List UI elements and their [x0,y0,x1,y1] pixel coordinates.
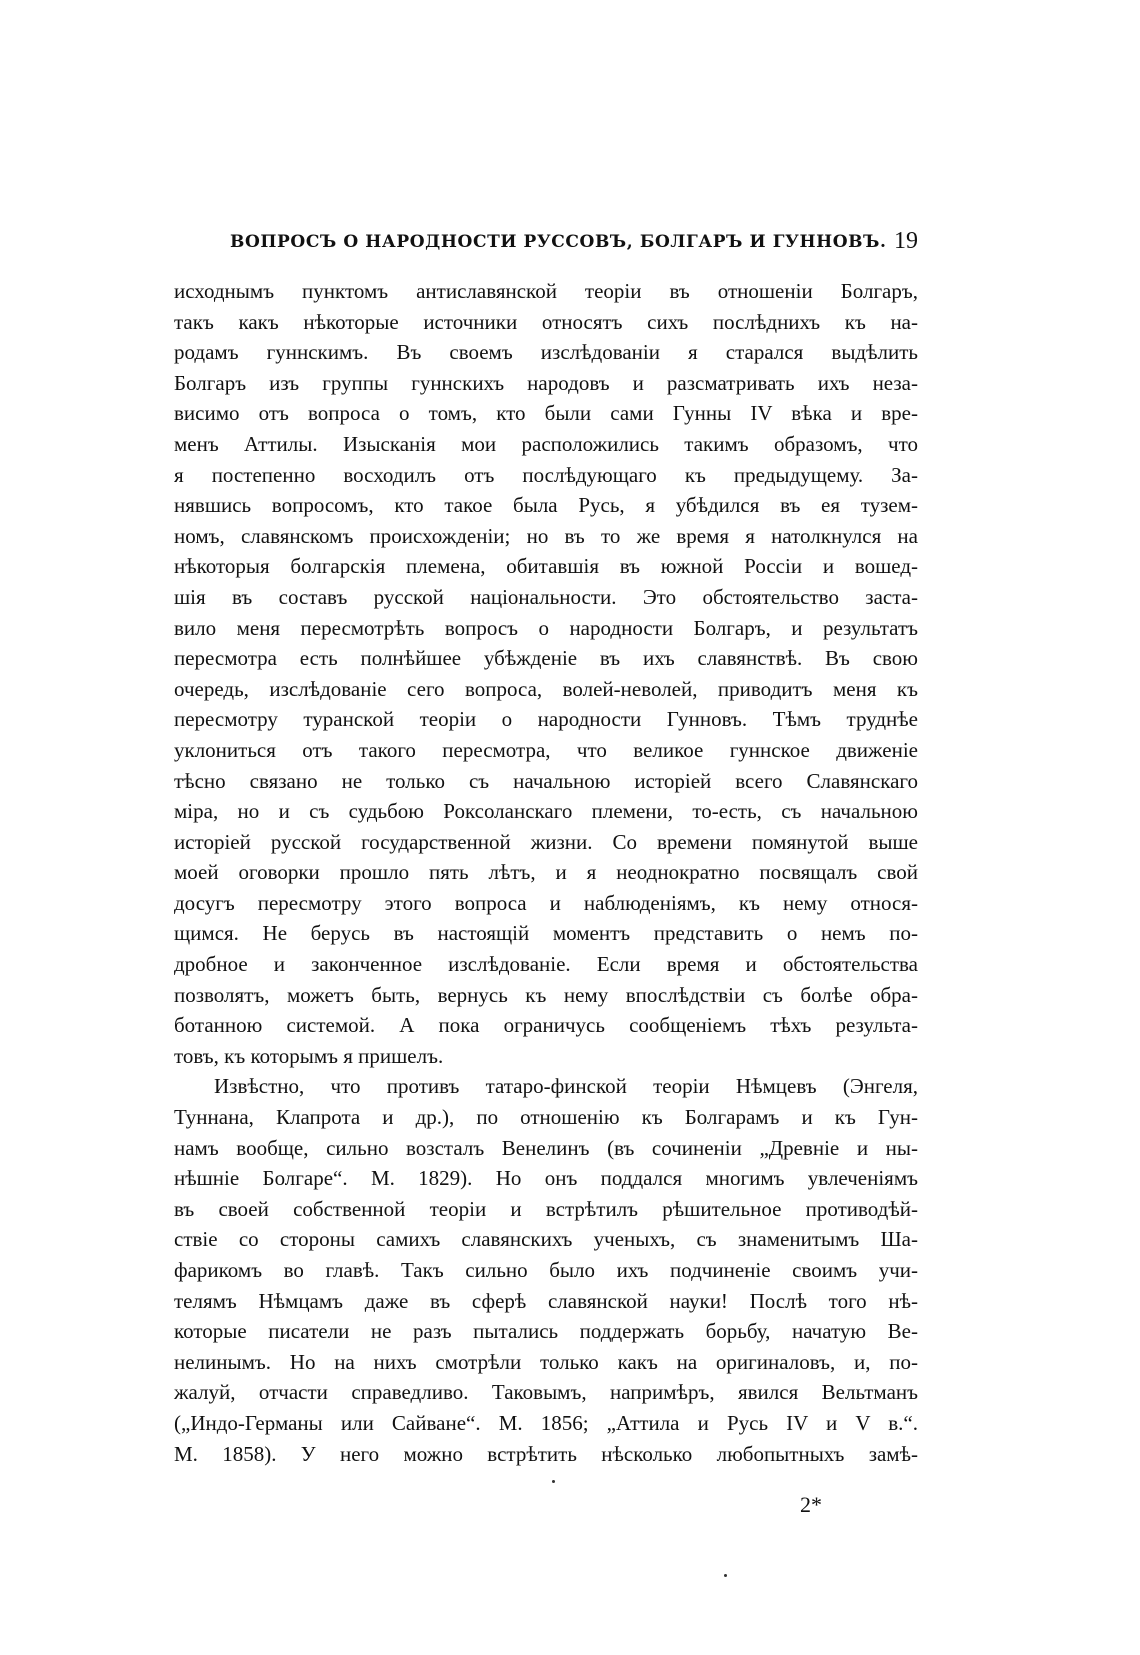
text-line: такъ какъ нѣкоторые источники относятъ сихъ послѣднихъ къ на- [174,309,918,334]
text-line: менъ Аттилы. Изысканія мои расположились такимъ образомъ, что [174,431,918,456]
text-line: міра, но и съ судьбою Роксоланскаго племени, то-есть, съ начальною [174,799,918,824]
text-line: намъ вообще, сильно возсталъ Венелинъ (въ сочиненіи „Древніе и ны- [174,1135,918,1160]
text-line: исходнымъ пунктомъ антиславянской теоріи въ отношеніи Болгаръ, [174,279,918,303]
text-line: тѣсно связано не только съ начальною исторіей всего Славянскаго [174,768,918,793]
text-line: родамъ гуннскимъ. Въ своемъ изслѣдованіи я старался выдѣлить [174,340,918,365]
text-line: въ своей собственной теоріи и встрѣтилъ рѣшительное противодѣй- [174,1196,918,1221]
text-line: досугъ пересмотру этого вопроса и наблюденіямъ, къ нему относя- [174,890,918,915]
text-line: ботанною системой. А пока ограничусь сообщеніемъ тѣхъ результа- [174,1013,918,1038]
text-line: висимо отъ вопроса о томъ, кто были сами Гунны IV вѣка и вре- [174,401,918,426]
text-line: шія въ составъ русской національности. Это обстоятельство заста- [174,584,918,609]
text-line: товъ, къ которымъ я пришелъ. [174,1043,444,1068]
text-line: дробное и законченное изслѣдованіе. Если время и обстоятельства [174,952,918,977]
signature-mark: 2* [800,1492,822,1517]
text-line: жалуй, отчасти справедливо. Таковымъ, напримѣръ, явился Вельтманъ [174,1380,918,1405]
text-line: которые писатели не разъ пытались поддержать борьбу, начатую Ве- [174,1319,918,1344]
text-line: я постепенно восходилъ отъ послѣдующаго къ предыдущему. За- [174,462,918,487]
text-line: фарикомъ во главѣ. Такъ сильно было ихъ подчиненіе своимъ учи- [174,1258,918,1282]
text-line: („Индо-Германы или Сайване“. М. 1856; „Аттила и Русь IV и V в.“. [174,1410,918,1435]
text-line: уклониться отъ такого пересмотра, что великое гуннское движеніе [174,737,918,762]
text-line: щимся. Не берусь въ настоящій моментъ представить о немъ по- [174,921,918,946]
body-text [174,276,918,1469]
text-line: Извѣстно, что противъ татаро-финской теоріи Нѣмцевъ (Энгеля, [214,1074,918,1099]
text-line: Болгаръ изъ группы гуннскихъ народовъ и разсматривать ихъ неза- [174,370,918,395]
text-line: пересмотру туранской теоріи о народности Гунновъ. Тѣмъ труднѣе [174,707,918,732]
text-line: нѣшніе Болгаре“. М. 1829). Но онъ поддался многимъ увлеченіямъ [174,1166,918,1191]
running-title: ВОПРОСЪ О НАРОДНОСТИ РУССОВЪ, БОЛГАРЪ И ГУННОВЪ. [230,232,887,252]
scan-speck [552,1480,555,1483]
text-line: нѣкоторыя болгарскія племена, обитавшія въ южной Россіи и вошед- [174,554,918,579]
text-line: М. 1858). У него можно встрѣтить нѣсколько любопытныхъ замѣ- [174,1441,918,1466]
text-line: ствіе со стороны самихъ славянскихъ ученыхъ, съ знаменитымъ Ша- [174,1227,918,1252]
text-line: нелинымъ. Но на нихъ смотрѣли только какъ на оригиналовъ, и, по- [174,1349,918,1374]
text-line: вило меня пересмотрѣть вопросъ о народности Болгаръ, и результатъ [174,615,918,640]
text-line: нявшись вопросомъ, кто такое была Русь, я убѣдился въ ея тузем- [174,493,918,518]
scan-speck [724,1574,727,1577]
text-line: Туннана, Клапрота и др.), по отношенію къ Болгарамъ и къ Гун- [174,1105,918,1130]
text-line: очередь, изслѣдованіе сего вопроса, волей-неволей, приводитъ меня къ [174,676,918,701]
page-number: 19 [894,228,918,254]
text-line: позволятъ, можетъ быть, вернусь къ нему впослѣдствіи съ болѣе обра- [174,982,918,1007]
page-header [230,228,918,262]
text-line: моей оговорки прошло пять лѣтъ, и я неоднократно посвящалъ свой [174,860,918,885]
text-line: телямъ Нѣмцамъ даже въ сферѣ славянской науки! Послѣ того нѣ- [174,1288,918,1313]
text-line: пересмотра есть полнѣйшее убѣжденіе въ ихъ славянствѣ. Въ свою [174,646,918,671]
text-line: номъ, славянскомъ происхожденіи; но въ то же время я натолкнулся на [174,523,918,548]
text-line: исторіей русской государственной жизни. Со времени помянутой выше [174,829,918,854]
